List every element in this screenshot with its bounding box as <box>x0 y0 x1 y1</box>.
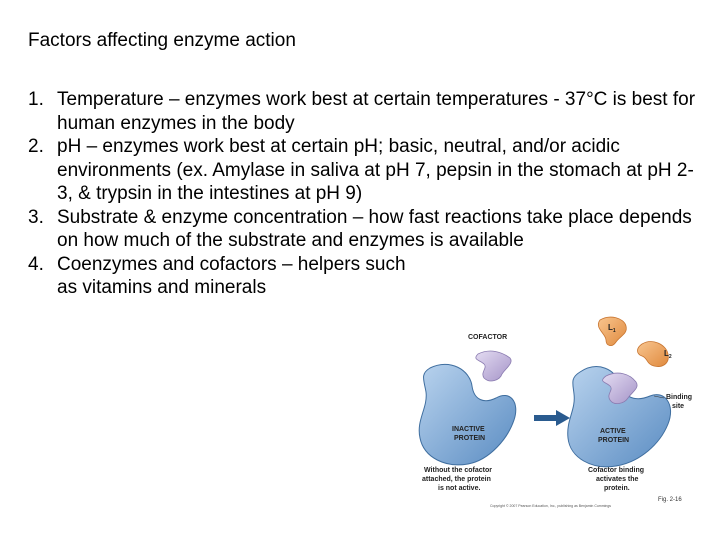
caption-left-line2: attached, the protein <box>422 476 491 483</box>
slide-title: Factors affecting enzyme action <box>28 30 296 51</box>
active-label-line1: ACTIVE <box>600 428 626 435</box>
list-number: 3. <box>28 206 44 228</box>
list-item-text: Substrate & enzyme concentration – how fast reactions take place depends on how much of the substrate and enzymes is available <box>57 206 692 251</box>
list-item-text: Coenzymes and cofactors – helpers such as vitamins and minerals <box>57 253 406 298</box>
list-item-text: Temperature – enzymes work best at certain temperatures - 37°C is best for human enzymes in the body <box>57 89 696 134</box>
inactive-label-line2: PROTEIN <box>454 435 486 442</box>
cofactor-figure <box>410 308 710 516</box>
list-number: 4. <box>28 253 44 275</box>
list-item <box>28 206 708 253</box>
caption-right-line3: protein. <box>604 485 630 492</box>
caption-right-line1: Cofactor binding <box>588 467 644 474</box>
caption-left-line1: Without the cofactor <box>424 467 492 474</box>
list-number: 1. <box>28 89 44 110</box>
binding-site-line2: site <box>672 403 685 410</box>
cofactor-label: COFACTOR <box>468 334 508 341</box>
copyright-text: Copyright © 2007 Pearson Education, Inc., publishing as Benjamin Cummings <box>490 504 612 508</box>
ligand-l1-label: $L_1$ <box>608 323 616 334</box>
list-item <box>28 253 427 300</box>
caption-left-line3: is not active. <box>438 485 481 492</box>
factor-list <box>28 88 708 300</box>
list-item-text: pH – enzymes work best at certain pH; basic, neutral, and/or acidic environments (ex. Amylase in saliva at pH 7, pepsin in the stomach at pH 2-3, & trypsin in the intestines at pH 9) <box>57 136 694 204</box>
ligand-l2-label: $L_2$ <box>664 349 672 360</box>
list-item <box>28 88 708 135</box>
figure-number: Fig. 2-16 <box>658 497 682 503</box>
caption-right-line2: activates the <box>596 476 639 483</box>
cofactor-shape <box>476 351 511 381</box>
binding-site-line1: Binding <box>666 394 693 401</box>
active-label-line2: PROTEIN <box>598 437 630 444</box>
inactive-label-line1: INACTIVE <box>452 426 485 433</box>
inactive-protein-shape <box>419 364 516 465</box>
arrow-head-icon <box>556 410 570 426</box>
list-item <box>28 135 708 206</box>
list-number: 2. <box>28 136 44 157</box>
